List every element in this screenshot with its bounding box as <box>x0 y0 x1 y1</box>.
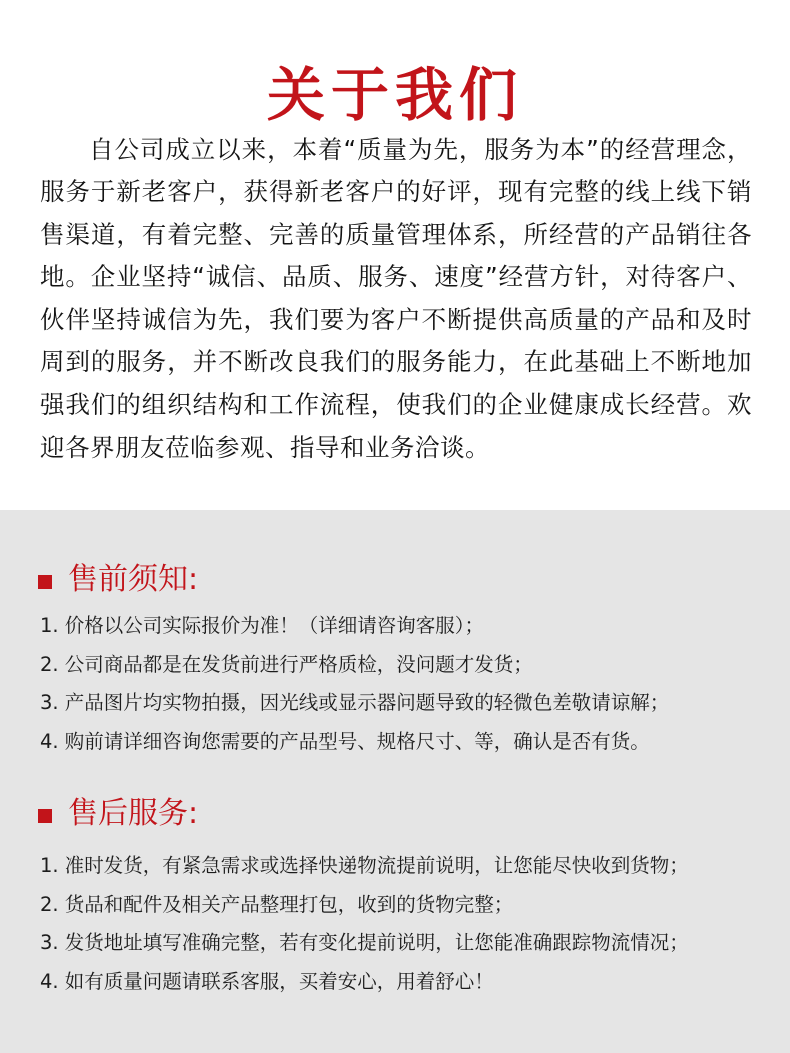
notice-panel <box>0 510 790 1053</box>
presale-title: 售前须知: <box>68 562 199 597</box>
list-item: 1. 准时发货，有紧急需求或选择快递物流提前说明，让您能尽快收到货物； <box>40 854 689 877</box>
list-item: 2. 公司商品都是在发货前进行严格质检，没问题才发货； <box>40 652 533 676</box>
aftersale-heading <box>38 794 198 834</box>
about-title: 关于我们 <box>266 60 523 129</box>
about-paragraph: 自公司成立以来，本着“质量为先，服务为本”的经营理念，服务于新老客户，获得新老客户的好评，现有完整的线上线下销售渠道，有着完整、完善的质量管理体系，所经营的产品销往各地。企业坚持“诚信、品质、服务、速度”经营方针，对待客户、伙伴坚持诚信为先，我们要为客户不断提供高质量的产品和及时周到的服务，并不断改良我们的服务能力，在此基础上不断地加强我们的组织结构和工作流程，使我们的企业健康成长经营。欢迎各界朋友莅临参观、指导和业务洽谈。 <box>40 134 752 462</box>
list-item: 3. 产品图片均实物拍摄，因光线或显示器问题导致的轻微色差敬请谅解； <box>40 691 670 714</box>
list-item: 2. 货品和配件及相关产品整理打包，收到的货物完整； <box>40 892 514 916</box>
presale-heading <box>38 560 198 600</box>
aftersale-list <box>40 847 780 1001</box>
list-item: 3. 发货地址填写准确完整，若有变化提前说明，让您能准确跟踪物流情况； <box>40 931 689 954</box>
list-item: 4. 购前请详细咨询您需要的产品型号、规格尺寸、等，确认是否有货。 <box>40 729 650 753</box>
aftersale-title: 售后服务: <box>68 796 199 831</box>
square-bullet-icon <box>38 575 52 589</box>
square-bullet-icon <box>38 809 52 823</box>
list-item: 1. 价格以公司实际报价为准！（详细请咨询客服）； <box>40 614 485 637</box>
list-item: 4. 如有质量问题请联系客服，买着安心，用着舒心！ <box>40 969 494 993</box>
about-section <box>0 0 790 510</box>
presale-list <box>40 607 780 761</box>
